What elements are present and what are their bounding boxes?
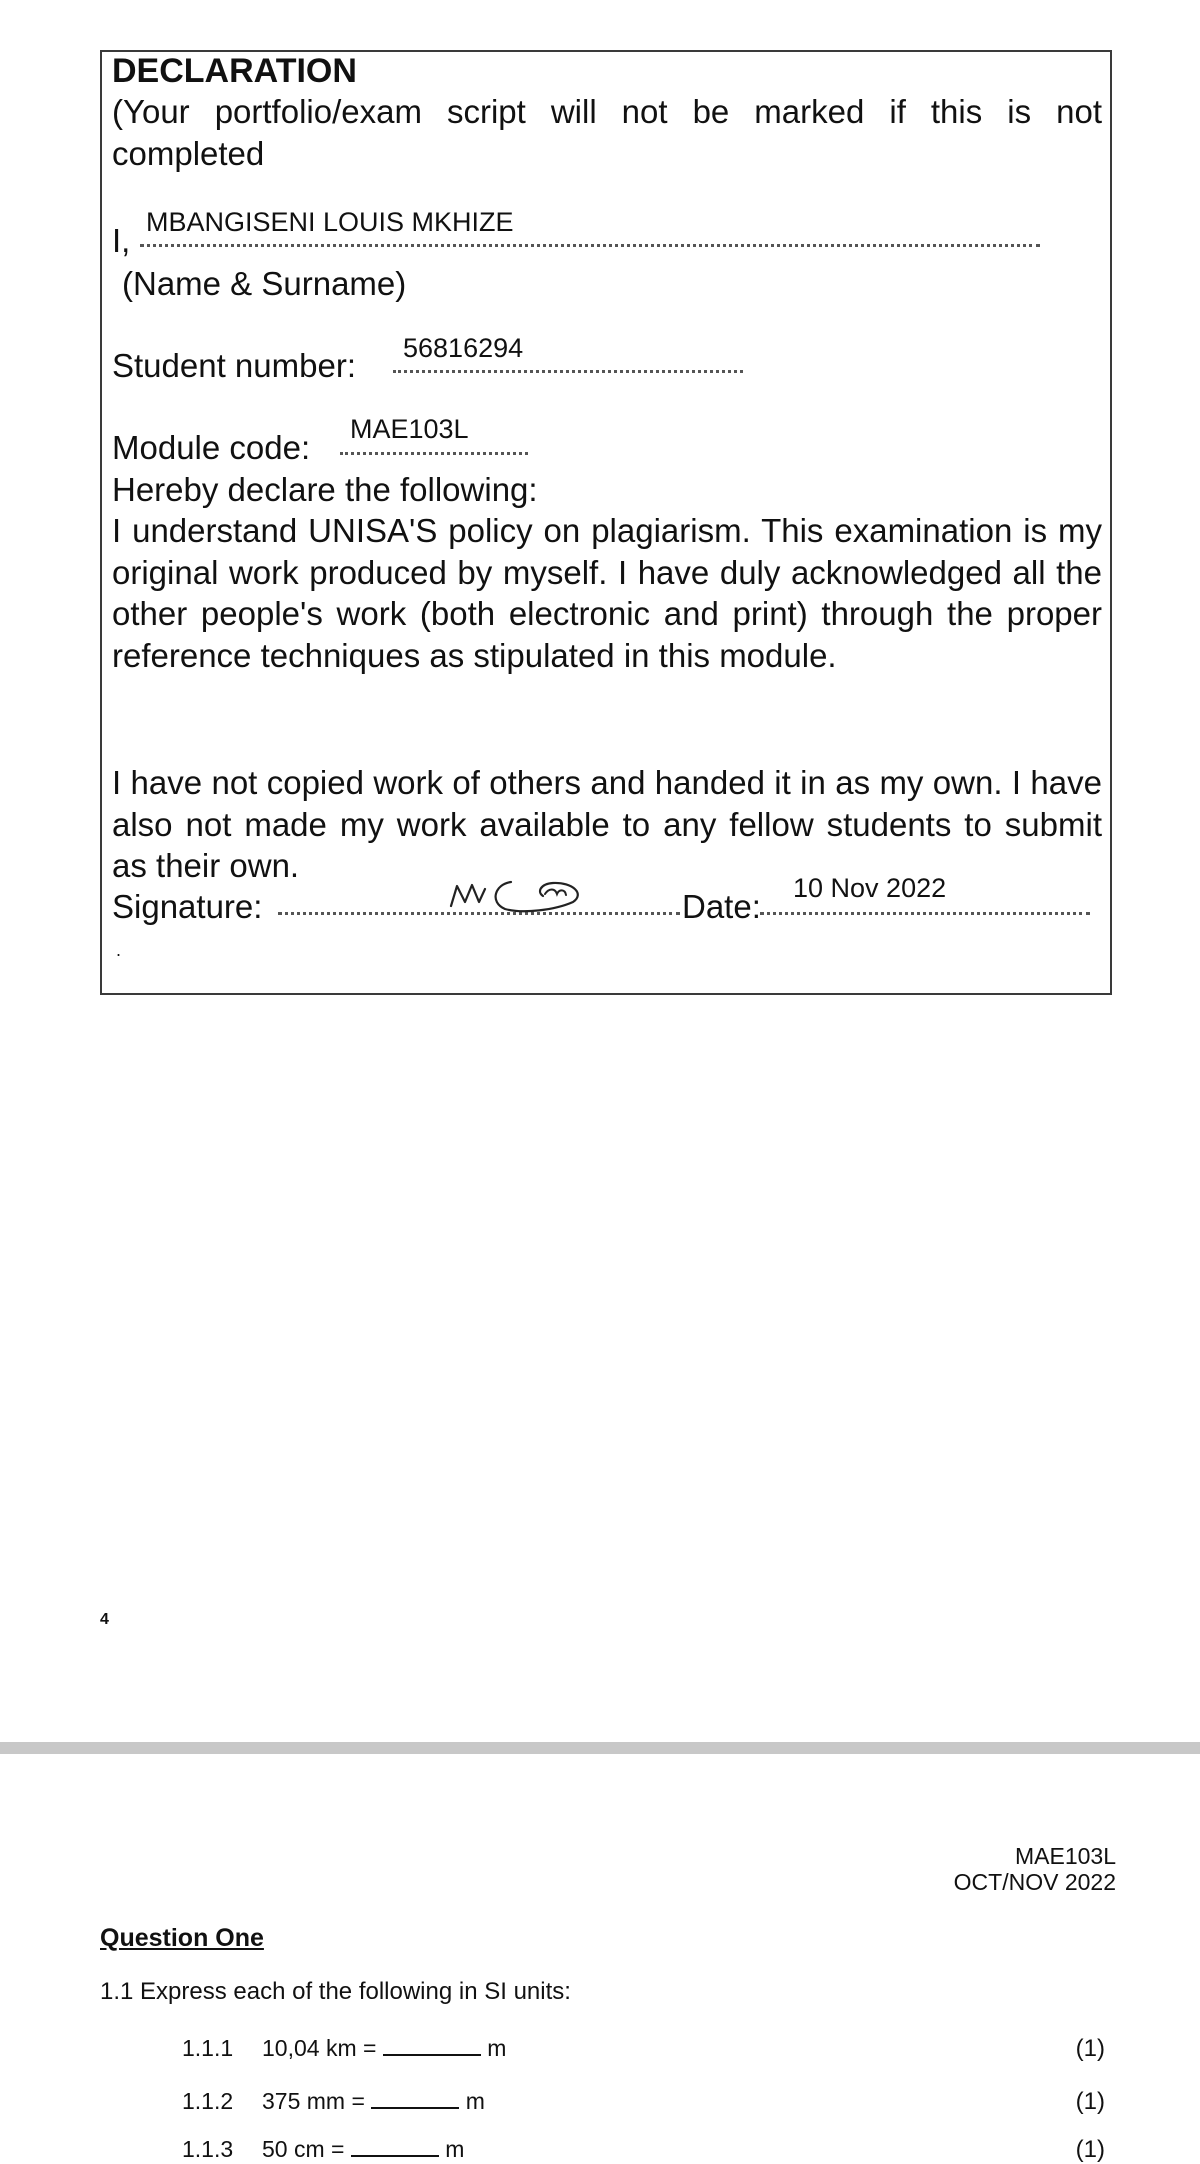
answer-blank[interactable]	[383, 2054, 481, 2056]
module-code-dotted-line	[340, 452, 528, 455]
signature-label: Signature:	[112, 888, 263, 925]
name-value: MBANGISENI LOUIS MKHIZE	[146, 207, 514, 237]
page-number: 4	[100, 1611, 109, 1628]
declaration-heading: DECLARATION	[112, 52, 357, 90]
header-session: OCT/NOV 2022	[953, 1869, 1116, 1895]
list-item	[262, 2035, 506, 2062]
not-copied-paragraph: I have not copied work of others and handed it in as my own. I have also not made my work available to any fellow students to submit as their own.	[112, 764, 1102, 884]
declaration-note: (Your portfolio/exam script will not be marked if this is not completed	[112, 93, 1102, 172]
name-dotted-line	[140, 244, 1040, 247]
module-code-label: Module code:	[112, 429, 311, 466]
stray-mark: .	[116, 940, 122, 960]
item-number: 1.1.1	[182, 2035, 234, 2061]
module-code-value: MAE103L	[350, 414, 469, 444]
item-unit: m	[487, 2035, 507, 2061]
date-dotted-line	[760, 912, 1090, 915]
date-value: 10 Nov 2022	[793, 873, 947, 903]
i-label: I,	[112, 222, 131, 259]
item-expression: 10,04 km =	[262, 2035, 377, 2061]
page-separator	[0, 1742, 1200, 1754]
plagiarism-paragraph: I understand UNISA'S policy on plagiarism. This examination is my original work produced by myself. I have duly acknowledged all the other people's work (both electronic and print) through the proper reference techniques as stipulated in this module.	[112, 512, 1102, 674]
student-number-dotted-line	[393, 370, 743, 373]
item-marks: (1)	[1075, 2035, 1105, 2062]
item-number: 1.1.2	[182, 2088, 234, 2114]
handwritten-signature	[445, 872, 595, 916]
item-expression: 50 cm =	[262, 2136, 345, 2162]
hereby-declare: Hereby declare the following:	[112, 471, 538, 508]
date-label: Date:	[682, 888, 761, 925]
item-number: 1.1.3	[182, 2136, 234, 2162]
item-marks: (1)	[1075, 2088, 1105, 2115]
student-number-label: Student number:	[112, 347, 356, 384]
student-number-value: 56816294	[403, 333, 524, 363]
item-marks: (1)	[1075, 2136, 1105, 2163]
answer-blank[interactable]	[371, 2107, 459, 2109]
list-item	[262, 2088, 485, 2115]
answer-blank[interactable]	[351, 2155, 439, 2157]
header-module-code: MAE103L	[1014, 1843, 1116, 1869]
question-intro: 1.1 Express each of the following in SI units:	[100, 1978, 571, 2005]
item-unit: m	[465, 2088, 485, 2114]
question-title: Question One	[100, 1924, 264, 1952]
item-expression: 375 mm =	[262, 2088, 365, 2114]
name-caption: (Name & Surname)	[122, 265, 407, 302]
item-unit: m	[445, 2136, 465, 2162]
